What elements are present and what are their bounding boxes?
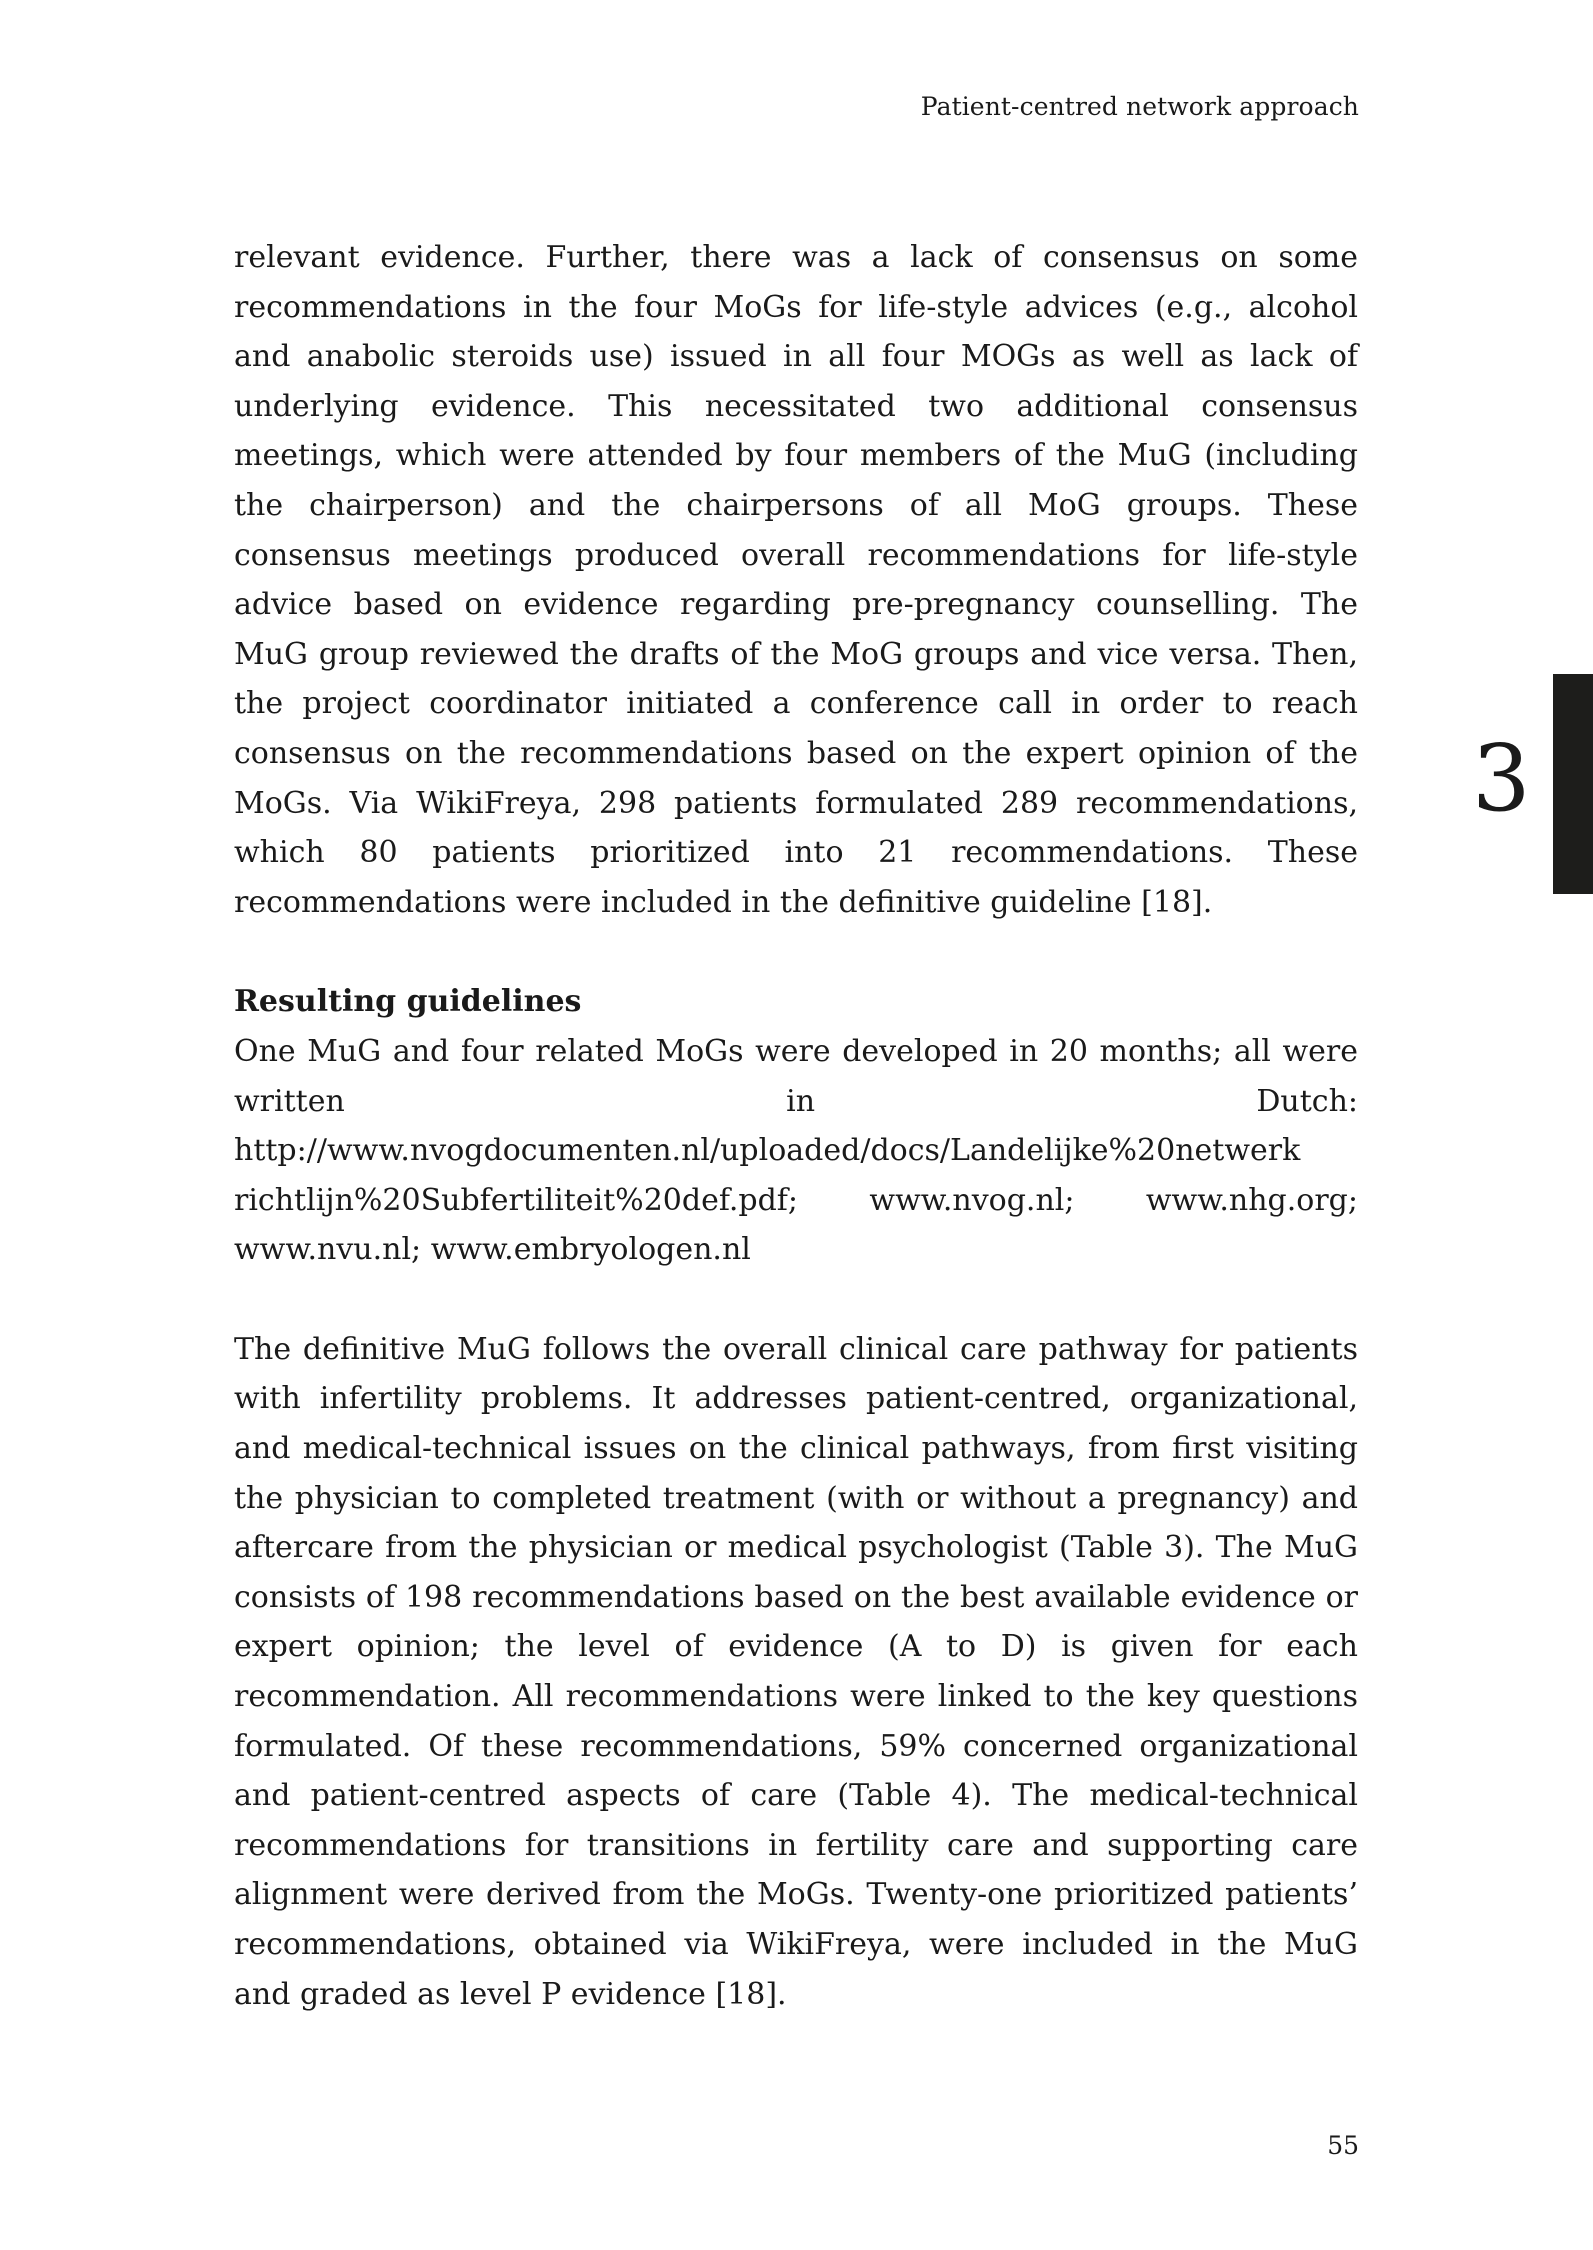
- body-paragraph-1: relevant evidence. Further, there was a lack of consensus on some recommendations in the four MoGs for life-style advices (e.g., alcohol and anabolic steroids use) issued in all four MOGs as well as lack of underlying evidence. This necessitated two additional consensus meetings, which were attended by four members of the MuG (including the chairperson) and the chairpersons of all MoG groups. These consensus meetings produced overall recommendations for life-style advice based on evidence regarding pre-pregnancy counselling. The MuG group reviewed the drafts of the MoG groups and vice versa. Then, the project coordinator initiated a conference call in order to reach consensus on the recommendations based on the expert opinion of the MoGs. Via WikiFreya, 298 patients formulated 289 recommendations, which 80 patients prioritized into 21 recommendations. These recommendations were included in the definitive guideline [18].: [234, 240, 1358, 920]
- main-text-column: [234, 233, 1358, 2019]
- body-paragraph-2: One MuG and four related MoGs were developed in 20 months; all were written in Dutch: http://www.nvogdocumenten.nl/uploaded/docs/Landelijke%20netwerk richtlijn%20Subfertiliteit%20def.pdf; www.nvog.nl; www.nhg.org; www.nvu.nl; www.embryologen.nl: [234, 1033, 1358, 1268]
- running-header: Patient-centred network approach: [920, 92, 1359, 121]
- chapter-tab-marker: [1553, 674, 1593, 894]
- paragraph-spacer: [234, 927, 1358, 977]
- page-number: 55: [1327, 2131, 1359, 2160]
- body-paragraph-3: The definitive MuG follows the overall clinical care pathway for patients with infertility problems. It addresses patient-centred, organizational, and medical-technical issues on the clinical pathways, from first visiting the physician to completed treatment (with or without a pregnancy) and aftercare from the physician or medical psychologist (Table 3). The MuG consists of 198 recommendations based on the best available evidence or expert opinion; the level of evidence (A to D) is given for each recommendation. All recommendations were linked to the key questions formulated. Of these recommendations, 59% concerned organizational and patient-centred aspects of care (Table 4). The medical-technical recommendations for transitions in fertility care and supporting care alignment were derived from the MoGs. Twenty-one prioritized patients’ recommendations, obtained via WikiFreya, were included in the MuG and graded as level P evidence [18].: [234, 1331, 1358, 2012]
- chapter-number: 3: [1472, 725, 1531, 832]
- section-heading: Resulting guidelines: [234, 984, 582, 1020]
- paragraph-spacer: [234, 1275, 1358, 1325]
